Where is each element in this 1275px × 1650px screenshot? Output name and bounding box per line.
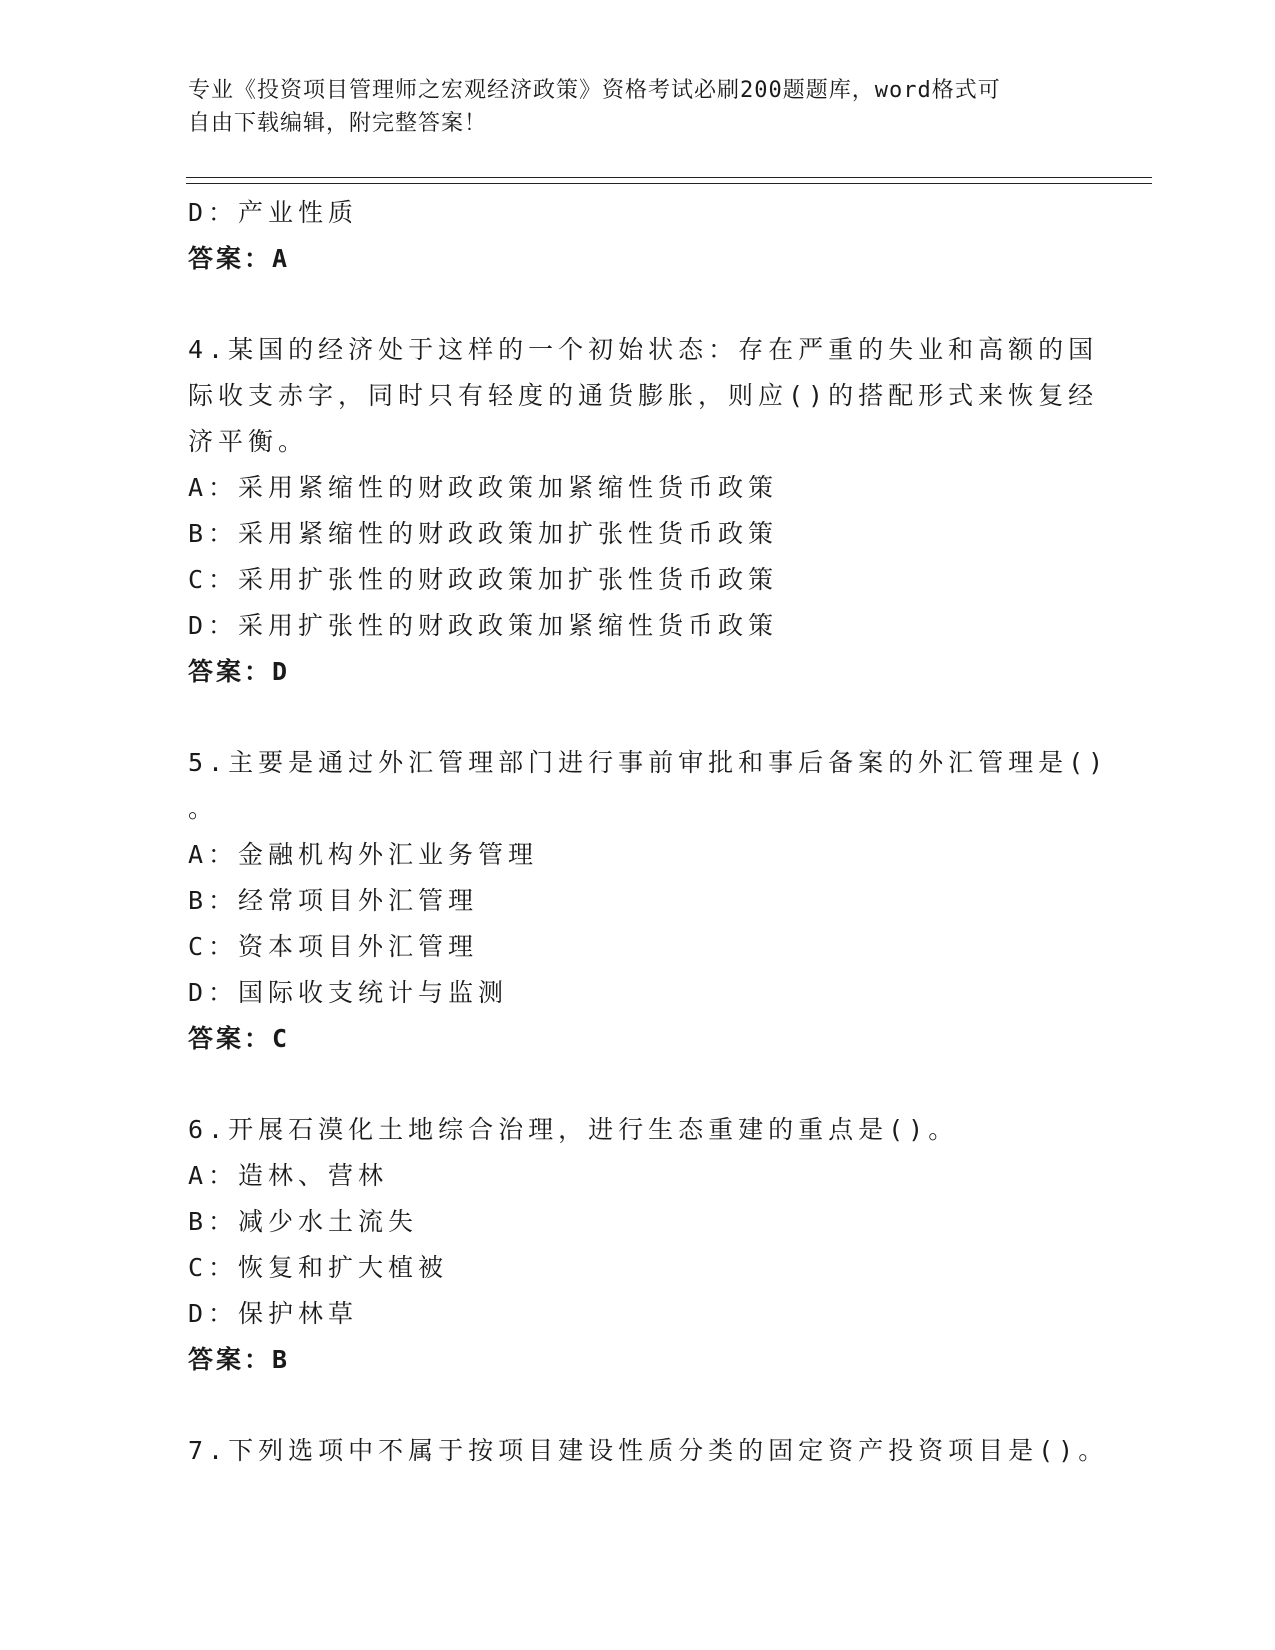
question-text-line: 7.下列选项中不属于按项目建设性质分类的固定资产投资项目是()。 <box>188 1436 1109 1465</box>
question-content <box>188 190 1109 1474</box>
option-d: D：产业性质 <box>188 198 359 227</box>
question-text-line: 际收支赤字，同时只有轻度的通货膨胀，则应()的搭配形式来恢复经 <box>188 381 1099 410</box>
spacer <box>188 1062 1068 1107</box>
option-c: C：资本项目外汇管理 <box>188 932 479 961</box>
option-b: B：经常项目外汇管理 <box>188 886 479 915</box>
question-7 <box>188 1428 1109 1474</box>
option-b: B：减少水土流失 <box>188 1207 419 1236</box>
page-header <box>188 74 1088 140</box>
spacer <box>188 1383 1068 1428</box>
option-a: A：造林、营林 <box>188 1161 389 1190</box>
question-text-line: 4.某国的经济处于这样的一个初始状态：存在严重的失业和高额的国 <box>188 335 1099 364</box>
question-text-line: 。 <box>188 794 219 823</box>
spacer <box>188 695 1068 740</box>
header-line-2: 自由下载编辑，附完整答案！ <box>188 111 488 136</box>
option-d: D：采用扩张性的财政政策加紧缩性货币政策 <box>188 611 779 640</box>
header-line-1: 专业《投资项目管理师之宏观经济政策》资格考试必刷200题题库，word格式可 <box>188 78 1001 103</box>
answer: 答案：B <box>188 1345 291 1374</box>
question-text-line: 6.开展石漠化土地综合治理，进行生态重建的重点是()。 <box>188 1115 959 1144</box>
option-a: A：金融机构外汇业务管理 <box>188 840 539 869</box>
question-text-line: 5.主要是通过外汇管理部门进行事前审批和事后备案的外汇管理是() <box>188 748 1109 777</box>
spacer <box>188 282 1068 327</box>
question-text-line: 济平衡。 <box>188 427 309 456</box>
header-rule-bottom <box>186 183 1152 184</box>
answer: 答案：C <box>188 1024 291 1053</box>
option-b: B：采用紧缩性的财政政策加扩张性货币政策 <box>188 519 779 548</box>
question-6 <box>188 1107 1068 1383</box>
question-5 <box>188 740 1109 1062</box>
header-rule-top <box>186 177 1152 178</box>
option-d: D：保护林草 <box>188 1299 359 1328</box>
option-c: C：恢复和扩大植被 <box>188 1253 449 1282</box>
option-a: A：采用紧缩性的财政政策加紧缩性货币政策 <box>188 473 779 502</box>
answer: 答案：D <box>188 657 291 686</box>
question-4 <box>188 327 1099 695</box>
answer: 答案：A <box>188 244 291 273</box>
option-c: C：采用扩张性的财政政策加扩张性货币政策 <box>188 565 779 594</box>
option-d: D：国际收支统计与监测 <box>188 978 509 1007</box>
